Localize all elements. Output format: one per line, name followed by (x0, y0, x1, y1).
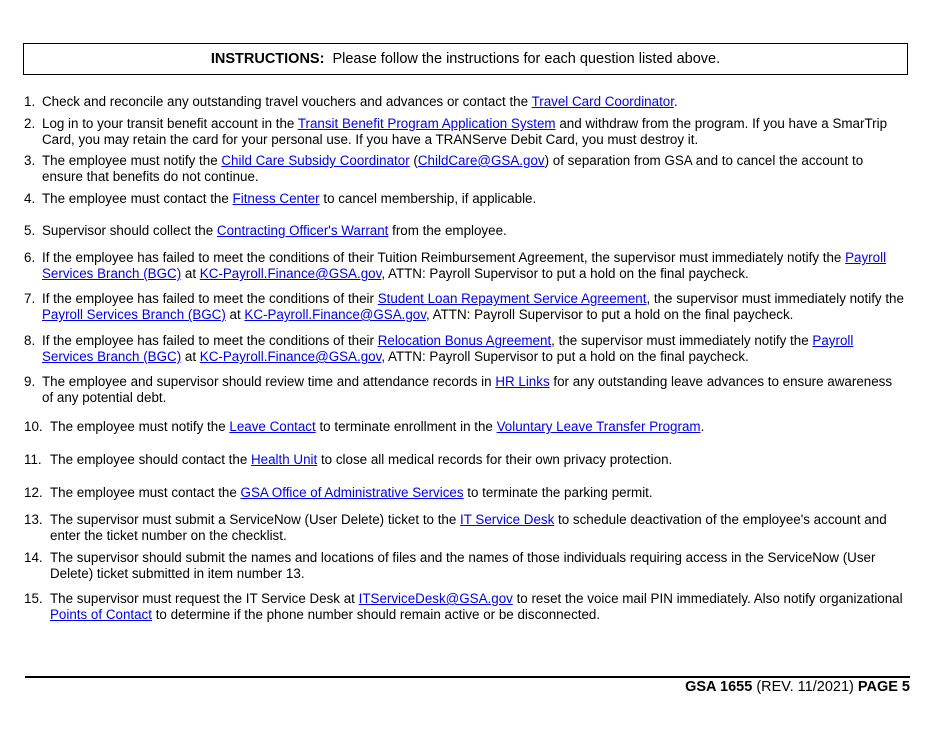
item-number: 7. (24, 291, 36, 306)
item-number: 4. (24, 191, 36, 206)
instructions-label: INSTRUCTIONS: (210, 51, 325, 67)
link[interactable]: GSA Office of Administrative Services (240, 485, 464, 500)
item-text-segment: If the employee has failed to meet the conditions of their (42, 333, 378, 348)
item-number: 10. (24, 419, 43, 434)
item-text-segment: If the employee has failed to meet the conditions of their Tuition Reimbursement Agreement, the supervisor must immediately notify the (42, 250, 846, 265)
item-text (24, 485, 904, 501)
item-text-segment: for any outstanding leave advances to ensure awareness of any potential debt. (42, 374, 893, 405)
link[interactable]: IT Service Desk (460, 512, 555, 527)
link[interactable]: Leave Contact (229, 419, 316, 434)
item-text-segment: , the supervisor must immediately notify the (646, 291, 904, 306)
item-number: 5. (24, 223, 36, 238)
item-text-segment: ) of separation from GSA and to cancel the account to ensure that benefits do not continue. (42, 153, 864, 184)
item-text-segment: to cancel membership, if applicable. (319, 191, 537, 206)
item-text (24, 550, 904, 582)
form-id: GSA 1655 (685, 679, 753, 695)
item-text (24, 591, 904, 623)
link[interactable]: ITServiceDesk@GSA.gov (358, 591, 513, 606)
item-text-segment: The supervisor should submit the names and locations of files and the names of those individuals requiring access in the ServiceNow (User Delete) ticket submitted in item number 13. (50, 550, 876, 581)
item-text (24, 452, 904, 468)
item-text-segment: , ATTN: Payroll Supervisor to put a hold on the final paycheck. (381, 349, 749, 364)
item-text (24, 333, 904, 365)
list-item (24, 452, 904, 468)
item-text-segment: to close all medical records for their own privacy protection. (317, 452, 673, 467)
link[interactable]: Payroll Services Branch (BGC) (42, 250, 887, 281)
link[interactable]: Health Unit (250, 452, 318, 467)
form-revision: (REV. 11/2021) (756, 679, 854, 695)
list-item (24, 223, 904, 239)
list-item (24, 333, 904, 365)
item-text-segment: at (181, 349, 200, 364)
item-text (24, 291, 904, 323)
item-text-segment: The supervisor must submit a ServiceNow (User Delete) ticket to the (50, 512, 461, 527)
link[interactable]: Student Loan Repayment Service Agreement (377, 291, 647, 306)
item-text-segment: The employee must contact the (50, 485, 241, 500)
link[interactable]: Payroll Services Branch (BGC) (42, 333, 854, 364)
item-text-segment: at (181, 266, 200, 281)
item-text-segment: The employee should contact the (50, 452, 251, 467)
item-number: 13. (24, 512, 43, 527)
list-item (24, 512, 904, 544)
link[interactable]: HR Links (495, 374, 550, 389)
list-item (24, 291, 904, 323)
page-number: PAGE 5 (857, 679, 910, 695)
item-text-segment: The employee and supervisor should review time and attendance records in (42, 374, 496, 389)
item-text (24, 116, 904, 148)
item-number: 8. (24, 333, 36, 348)
link[interactable]: ChildCare@GSA.gov (417, 153, 545, 168)
link[interactable]: KC-Payroll.Finance@GSA.gov (199, 266, 382, 281)
item-text-segment: Supervisor should collect the (42, 223, 217, 238)
instructions-box (23, 43, 908, 75)
item-number: 14. (24, 550, 43, 565)
item-text-segment: The employee must contact the (42, 191, 233, 206)
link[interactable]: Fitness Center (232, 191, 320, 206)
item-text-segment: The employee must notify the (42, 153, 222, 168)
item-number: 11. (24, 452, 42, 467)
link[interactable]: Child Care Subsidy Coordinator (221, 153, 410, 168)
link[interactable]: Transit Benefit Program Application System (297, 116, 556, 131)
item-number: 3. (24, 153, 36, 168)
item-text-segment: at (225, 307, 245, 322)
link[interactable]: Travel Card Coordinator (531, 94, 674, 109)
list-item (24, 153, 904, 185)
link[interactable]: Voluntary Leave Transfer Program (496, 419, 701, 434)
item-text (24, 512, 904, 544)
list-item (24, 550, 904, 582)
item-text-segment: Log in to your transit benefit account in the (42, 116, 298, 131)
item-text (24, 153, 904, 185)
item-number: 2. (24, 116, 36, 131)
item-text (24, 223, 904, 239)
item-text-segment: , ATTN: Payroll Supervisor to put a hold on the final paycheck. (381, 266, 749, 281)
list-item (24, 374, 904, 406)
list-item (24, 250, 904, 282)
item-text-segment: to reset the voice mail PIN immediately. Also notify organizational (512, 591, 903, 606)
item-text (24, 191, 904, 207)
item-number: 6. (24, 250, 36, 265)
item-text-segment: to determine if the phone number should remain active or be disconnected. (151, 607, 601, 622)
item-text-segment: . (673, 94, 678, 109)
item-text-segment: and withdraw from the program. If you have a SmarTrip Card, you may retain the card for your personal use. If you have a TRANServe Debit Card, you must destroy it. (42, 116, 888, 147)
item-text-segment: The supervisor must request the IT Service Desk at (50, 591, 359, 606)
list-item (24, 591, 904, 623)
list-item (24, 94, 904, 110)
list-item (24, 419, 904, 435)
item-text-segment: to terminate enrollment in the (315, 419, 497, 434)
list-item (24, 116, 904, 148)
item-text-segment: If the employee has failed to meet the conditions of their (42, 291, 378, 306)
item-text (24, 250, 904, 282)
item-text-segment: from the employee. (388, 223, 507, 238)
item-text (24, 419, 904, 435)
item-text-segment: Check and reconcile any outstanding travel vouchers and advances or contact the (42, 94, 532, 109)
item-text-segment: to schedule deactivation of the employee's account and enter the ticket number on the checklist. (50, 512, 887, 543)
footer-rule (25, 676, 910, 678)
link[interactable]: Points of Contact (50, 607, 152, 622)
item-text-segment: ( (409, 153, 418, 168)
item-text (24, 374, 904, 406)
item-text-segment: to terminate the parking permit. (463, 485, 653, 500)
link[interactable]: KC-Payroll.Finance@GSA.gov (199, 349, 382, 364)
item-number: 15. (24, 591, 43, 606)
link[interactable]: KC-Payroll.Finance@GSA.gov (244, 307, 426, 322)
list-item (24, 191, 904, 207)
item-text-segment: . (700, 419, 705, 434)
item-text (24, 94, 904, 110)
item-number: 9. (24, 374, 36, 389)
item-text-segment: , the supervisor must immediately notify the (551, 333, 813, 348)
form-footer (685, 679, 910, 695)
item-number: 12. (24, 485, 43, 500)
item-text-segment: , ATTN: Payroll Supervisor to put a hold on the final paycheck. (425, 307, 794, 322)
instructions-text: Please follow the instructions for each question listed above. (332, 51, 721, 67)
link[interactable]: Contracting Officer's Warrant (216, 223, 389, 238)
item-number: 1. (24, 94, 36, 109)
link[interactable]: Payroll Services Branch (BGC) (42, 307, 226, 322)
link[interactable]: Relocation Bonus Agreement (377, 333, 552, 348)
item-text-segment: The employee must notify the (50, 419, 230, 434)
list-item (24, 485, 904, 501)
